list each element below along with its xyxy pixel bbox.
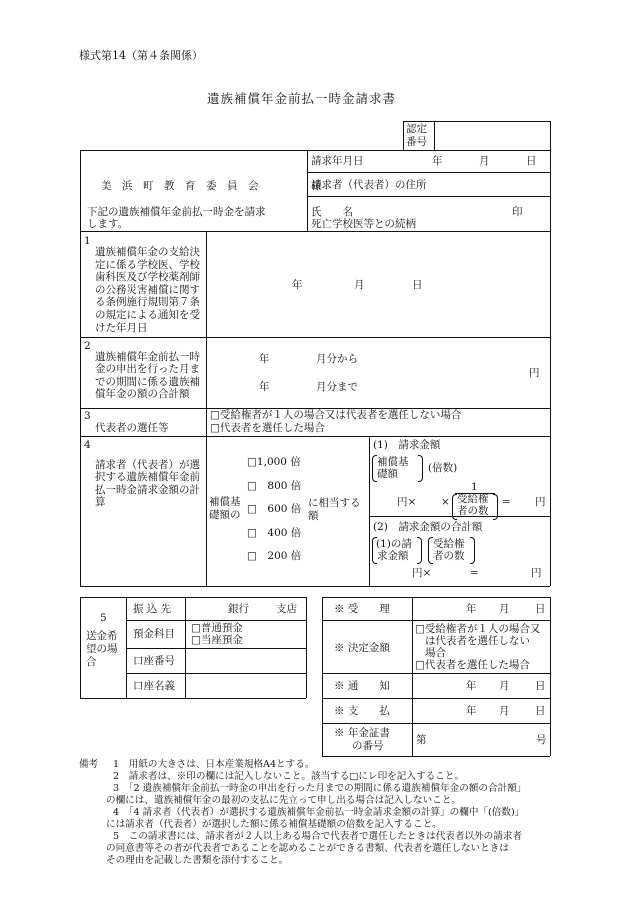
- payment-month: 月: [499, 705, 510, 717]
- calc2-yen-times: 円×: [412, 567, 432, 579]
- calc2-a-bracket-right: [417, 537, 422, 564]
- section2-from-month: 月分から: [316, 353, 358, 365]
- notice-year: 年: [466, 680, 477, 692]
- multiplier-200[interactable]: □ 200 倍: [247, 550, 302, 562]
- request-date-label: 請求年月日: [311, 155, 364, 167]
- cert-number-field[interactable]: [436, 122, 548, 148]
- request-day: 日: [526, 155, 537, 167]
- form-title: 遺族補償年金前払一時金請求書: [207, 91, 397, 106]
- transfer-destination-label: 振 込 先: [133, 603, 172, 615]
- calc1-numerator: 1: [471, 481, 478, 493]
- request-year: 年: [432, 155, 443, 167]
- section3-number: 3: [84, 410, 91, 422]
- equivalent-label-line2: 額: [308, 510, 319, 522]
- calc1-multiplier: (倍数): [428, 462, 458, 474]
- account-number-label: 口座番号: [133, 655, 175, 667]
- request-statement-line1: 下記の遺族補償年金前払一時金を請求: [87, 206, 266, 218]
- pension-cert-prefix: 第: [416, 734, 427, 746]
- decision-amount-label: ※ 決定金額: [334, 642, 390, 654]
- note-4-line1: 4 「4 請求者（代表者）が選択する遺族補償年金前払一時金請求金額の計算」の欄中「(倍数)」: [113, 807, 525, 818]
- note-2: 2 請求者は、※印の欄には記入しないこと。該当する□にレ印を記入すること。: [113, 771, 464, 782]
- cert-label-line1: 認定: [406, 123, 427, 135]
- calc2-a-line2: 求金額: [377, 550, 409, 562]
- notice-month: 月: [499, 680, 510, 692]
- note-1: 1 用紙の大きさは、日本産業規格A4とする。: [113, 759, 315, 770]
- calc2-b-line1: 受給権: [433, 538, 465, 550]
- calc1-base-line1: 補償基: [377, 456, 409, 468]
- section4-label: 請求者（代表者）が選択する遺族補償年金前払一時金請求金額の計算: [95, 459, 200, 509]
- notes-heading: 備考: [79, 759, 99, 770]
- notice-day: 日: [535, 680, 546, 692]
- calc1-equals: =: [502, 496, 511, 508]
- section1-label: 遺族補償年金の支給決定に係る学校医、学校歯科医及び学校薬剤師の公務災害補償に関する条例施行規則第７条の規定による通知を受けた年月日: [95, 246, 200, 334]
- calc1-times: ×: [441, 496, 450, 508]
- payment-label: ※ 支 払: [334, 705, 390, 717]
- received-day: 日: [535, 603, 546, 615]
- section2-from-year: 年: [259, 353, 270, 365]
- section1-year: 年: [292, 279, 303, 291]
- multiplier-800[interactable]: □ 800 倍: [247, 480, 302, 492]
- bank-name-suffix: 銀行: [228, 603, 249, 615]
- calc2-title: (2) 請求金額の合計額: [373, 521, 483, 533]
- section2-to-year: 年: [259, 381, 270, 393]
- note-3-line1: 3 「2 遺族補償年金前払一時金の申出を行った月までの期間に係る遺族補償年金の額の合計額」: [113, 783, 527, 794]
- account-name-label: 口座名義: [133, 680, 175, 692]
- seal-mark: 印: [512, 206, 523, 218]
- multiplier-1000[interactable]: □1,000 倍: [247, 456, 301, 468]
- bank-section-number: 5: [100, 612, 107, 624]
- section2-number: 2: [84, 340, 91, 352]
- calc1-beneficiaries-line2: 者の数: [457, 505, 489, 517]
- decision-option-single-line2: は代表者を選任しない: [425, 635, 530, 647]
- section1-number: 1: [84, 235, 91, 247]
- decision-option-representative[interactable]: □代表者を選任した場合: [415, 659, 530, 671]
- payment-day: 日: [535, 705, 546, 717]
- section1-day: 日: [412, 279, 423, 291]
- received-year: 年: [466, 603, 477, 615]
- decision-option-single-line1[interactable]: □受給権者が１人の場合又: [415, 623, 541, 635]
- calc2-b-line2: 者の数: [433, 550, 465, 562]
- section2-to-month: 月分まで: [316, 381, 358, 393]
- pension-cert-label-line1: ※ 年金証書: [334, 727, 390, 739]
- request-month: 月: [479, 155, 490, 167]
- note-5-line1: 5 この請求書には、請求者が２人以上ある場合で代表者で選任したときは代表者以外の請求者: [113, 831, 523, 842]
- section2-label: 遺族補償年金前払一時金の申出を行った月までの期間に係る遺族補償年金の額の合計額: [95, 351, 200, 401]
- calc1-yen: 円: [535, 496, 546, 508]
- section3-option-single[interactable]: □受給権者が１人の場合又は代表者を選任しない場合: [210, 409, 462, 421]
- equivalent-label-line1: に相当する: [308, 497, 361, 509]
- base-amount-label-line1: 補償基: [209, 496, 241, 508]
- note-5-line2: の同意書等その者が代表者であることを認めることができる書類、代表者を選任しないときは: [106, 843, 509, 854]
- section1-month: 月: [354, 279, 365, 291]
- account-type-label: 預金科目: [133, 628, 175, 640]
- payment-year: 年: [466, 705, 477, 717]
- received-label: ※ 受 理: [334, 603, 390, 615]
- branch-name-suffix: 支店: [276, 603, 297, 615]
- multiplier-600[interactable]: □ 600 倍: [247, 503, 302, 515]
- claimant-address-label: 請求者（代表者）の住所: [311, 179, 427, 191]
- bank-section-label: 送金希望の場合: [86, 630, 118, 668]
- multiplier-400[interactable]: □ 400 倍: [247, 527, 302, 539]
- ordinary-deposit-checkbox[interactable]: □普通預金: [191, 622, 243, 634]
- note-4-line2: には請求者（代表者）が選択した額に係る補償基礎額の倍数を記入すること。: [106, 819, 442, 830]
- received-month: 月: [499, 603, 510, 615]
- base-amount-label-line2: 礎額の: [209, 509, 241, 521]
- notice-label: ※ 通 知: [334, 680, 390, 692]
- pension-cert-suffix: 号: [536, 734, 547, 746]
- calc1-beneficiaries-bracket-right: [493, 494, 498, 520]
- calc1-yen-times: 円×: [397, 496, 417, 508]
- decision-option-single-line3: 場合: [425, 647, 446, 659]
- pension-cert-label-line2: の番号: [352, 740, 384, 752]
- note-5-line3: その理由を記載した書類を添付すること。: [106, 855, 289, 866]
- calc2-equals: =: [470, 567, 479, 579]
- calc2-yen: 円: [531, 567, 542, 579]
- form-number: 様式第14（第４条関係）: [79, 49, 203, 62]
- account-number-field[interactable]: [187, 650, 304, 671]
- section3-option-representative[interactable]: □代表者を選任した場合: [210, 422, 325, 434]
- relation-label: 死亡学校医等との続柄: [311, 218, 416, 230]
- calc2-b-bracket-right: [470, 537, 475, 564]
- calc1-beneficiaries-line1: 受給権: [457, 493, 489, 505]
- section4-number: 4: [84, 439, 91, 451]
- current-deposit-checkbox[interactable]: □当座預金: [191, 634, 243, 646]
- calc2-a-line1: (1)の請: [376, 538, 412, 550]
- claimant-name-label: 氏 名: [311, 206, 353, 218]
- section3-label: 代表者の選任等: [95, 422, 169, 434]
- recipient: 美 浜 町 教 育 委 員 会 様: [101, 180, 322, 192]
- calc1-base-bracket-right: [418, 455, 423, 482]
- account-name-field[interactable]: [187, 675, 304, 696]
- calc1-title: (1) 請求金額: [373, 439, 441, 451]
- cert-label-line2: 番号: [406, 136, 427, 148]
- request-statement-line2: します。: [87, 218, 129, 230]
- note-3-line2: の欄には、遺族補償年金の最初の支払に先立って申し出る場合は記入しないこと。: [106, 795, 461, 806]
- calc1-base-line2: 礎額: [377, 468, 398, 480]
- section2-yen: 円: [529, 367, 540, 379]
